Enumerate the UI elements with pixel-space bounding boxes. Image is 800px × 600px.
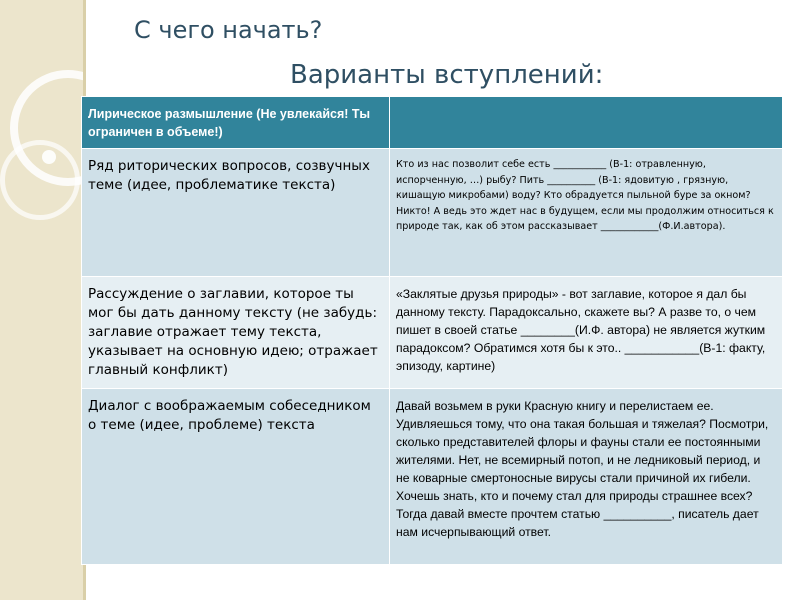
table-row (82, 389, 783, 565)
decorative-dot (42, 150, 56, 164)
table-row (82, 149, 783, 277)
slide-title: С чего начать? (134, 16, 323, 44)
intro-variants-table-wrapper (81, 96, 782, 565)
header-cell-example (390, 97, 783, 149)
intro-type-cell: Диалог с воображаемым собеседником о теме (идее, проблеме) текста (82, 389, 390, 565)
slide-subtitle: Варианты вступлений: (290, 60, 604, 90)
intro-type-cell: Ряд риторических вопросов, созвучных теме (идее, проблематике текста) (82, 149, 390, 277)
intro-example-cell: Давай возьмем в руки Красную книгу и перелистаем ее. Удивляешься тому, что она такая большая и тяжелая? Посмотри, сколько представителей флоры и фауны стали ее постоянными жителями. Нет, не всемирный потоп, и не ледниковый период, и не коварные смертоносные вирусы стали причиной их гибели. Хочешь знать, кто и почему стал для природы страшнее всех? Тогда давай вместе прочтем статью __________, писатель дает нам исчерпывающий ответ. (390, 389, 783, 565)
decorative-ring-small (0, 140, 80, 220)
decorative-side-strip (0, 0, 86, 600)
header-cell-type: Лирическое размышление (Не увлекайся! Ты ограничен в объеме!) (82, 97, 390, 149)
table-row (82, 277, 783, 389)
intro-variants-table (81, 96, 783, 565)
table-header-row (82, 97, 783, 149)
intro-example-cell: «Заклятые друзья природы» - вот заглавие, которое я дал бы данному тексту. Парадоксально, скажете вы? А разве то, о чем пишет в своей статье ________(И.Ф. автора) не является жутким парадоксом? Обратимся хотя бы к это.. ___________(В-1: факту, эпизоду, картине) (390, 277, 783, 389)
intro-type-cell: Рассуждение о заглавии, которое ты мог бы дать данному тексту (не забудь: заглавие отражает тему текста, указывает на основную идею; отражает главный конфликт) (82, 277, 390, 389)
intro-example-cell: Кто из нас позволит себе есть ___________ (В-1: отравленную, испорченную, …) рыбу? Пить __________ (В-1: ядовитую , грязную, кишащую микробами) воду? Кто обрадуется пыльной буре за окном? Никто! А ведь это ждет нас в будущем, если мы продолжим относиться к природе так, как об этом рассказывает ____________(Ф.И.автора). (390, 149, 783, 277)
